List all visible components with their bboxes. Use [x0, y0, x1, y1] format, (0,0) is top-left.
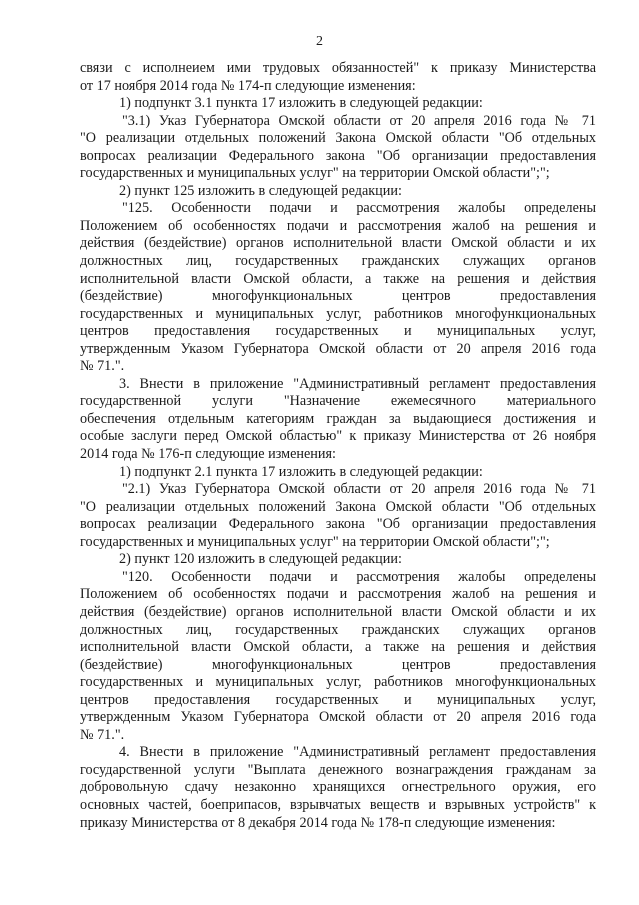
text-line: № 71.". [80, 358, 125, 375]
text-line: "125. Особенности подачи и рассмотрения жалобы определены [122, 200, 596, 217]
text-line: государственной услуги "Выплата денежного вознаграждения гражданам за [80, 761, 596, 778]
text-line: "О реализации отдельных положений Закона Омской области "Об отдельных [80, 130, 596, 147]
text-line: Положением об особенностях подачи и рассмотрения жалоб на решения и [80, 217, 596, 234]
text-line: государственных и муниципальных услуг, работников многофункциональных [80, 305, 596, 322]
text-line: 4. Внести в приложение "Административный регламент предоставления [119, 744, 596, 761]
text-line: действия (бездействие) органов исполнительной власти Омской области и их [80, 235, 596, 252]
text-line: 1) подпункт 3.1 пункта 17 изложить в следующей редакции: [119, 95, 483, 112]
text-line: "3.1) Указ Губернатора Омской области от 20 апреля 2016 года № 71 [122, 112, 596, 129]
text-line: № 71.". [80, 726, 125, 743]
text-line: 2014 года № 176-п следующие изменения: [80, 446, 336, 463]
text-line: от 17 ноября 2014 года № 174-п следующие изменения: [80, 77, 416, 94]
page-number: 2 [316, 34, 323, 49]
text-line: государственных и муниципальных услуг, работников многофункциональных [80, 674, 596, 691]
text-line: утвержденным Указом Губернатора Омской области от 20 апреля 2016 года [80, 340, 596, 357]
document-body [80, 60, 596, 832]
text-line: государственных и муниципальных услуг" на территории Омской области";"; [80, 165, 550, 182]
text-line: исполнительной власти Омской области, а также на решения и действия [80, 639, 596, 656]
text-line: действия (бездействие) органов исполнительной власти Омской области и их [80, 603, 596, 620]
text-line: приказу Министерства от 8 декабря 2014 года № 178-п следующие изменения: [80, 814, 556, 831]
text-line: государственной услуги "Назначение ежемесячного материального [80, 393, 596, 410]
text-line: 2) пункт 125 изложить в следующей редакции: [119, 182, 402, 199]
text-line: особые заслуги перед Омской областью" к приказу Министерства от 26 ноября [80, 428, 596, 445]
text-line: государственных и муниципальных услуг" на территории Омской области";"; [80, 533, 550, 550]
text-line: должностных лиц, государственных гражданских служащих органов [80, 621, 596, 638]
text-line: "120. Особенности подачи и рассмотрения жалобы определены [122, 568, 596, 585]
text-line: должностных лиц, государственных гражданских служащих органов [80, 253, 596, 270]
text-line: (бездействие) многофункциональных центров предоставления [80, 656, 596, 673]
text-line: Положением об особенностях подачи и рассмотрения жалоб на решения и [80, 586, 596, 603]
text-line: вопросах реализации Федерального закона "Об организации предоставления [80, 516, 596, 533]
text-line: добровольную сдачу незаконно хранящихся огнестрельного оружия, его [80, 779, 596, 796]
text-line: утвержденным Указом Губернатора Омской области от 20 апреля 2016 года [80, 709, 596, 726]
text-line: 2) пункт 120 изложить в следующей редакции: [119, 551, 402, 568]
text-line: основных частей, боеприпасов, взрывчатых веществ и взрывных устройств" к [80, 796, 596, 813]
text-line: центров предоставления государственных и муниципальных услуг, [80, 323, 596, 340]
text-line: центров предоставления государственных и муниципальных услуг, [80, 691, 596, 708]
text-line: (бездействие) многофункциональных центров предоставления [80, 288, 596, 305]
text-line: исполнительной власти Омской области, а также на решения и действия [80, 270, 596, 287]
text-line: "О реализации отдельных положений Закона Омской области "Об отдельных [80, 498, 596, 515]
text-line: 3. Внести в приложение "Административный регламент предоставления [119, 375, 596, 392]
text-line: обеспечения отдельным категориям граждан за выдающиеся достижения и [80, 410, 596, 427]
text-line: "2.1) Указ Губернатора Омской области от 20 апреля 2016 года № 71 [122, 481, 596, 498]
text-line: 1) подпункт 2.1 пункта 17 изложить в следующей редакции: [119, 463, 483, 480]
text-line: связи с исполнеием ими трудовых обязанностей" к приказу Министерства [80, 60, 596, 76]
text-line: вопросах реализации Федерального закона "Об организации предоставления [80, 147, 596, 164]
